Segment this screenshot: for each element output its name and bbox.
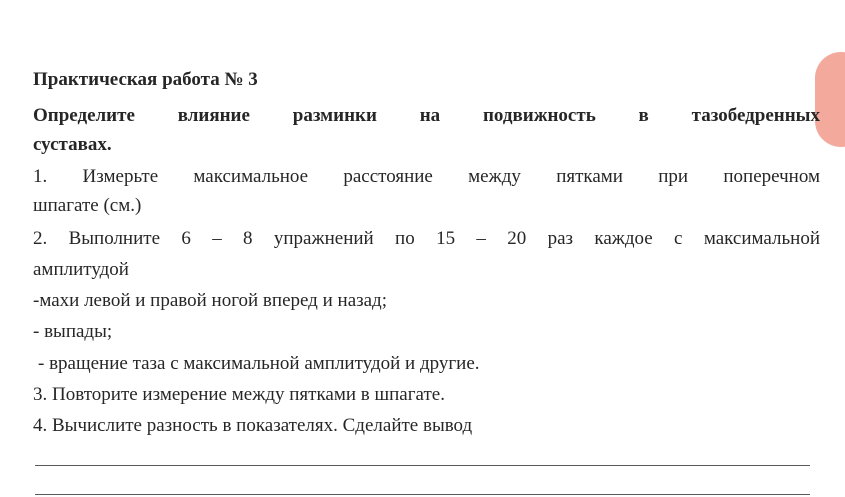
pink-decoration-shape [815, 52, 845, 147]
answer-line-2 [35, 494, 810, 495]
exercise-bullet-1: -махи левой и правой ногой вперед и назад; [33, 290, 388, 311]
answer-line-1 [35, 465, 810, 466]
step-4: 4. Вычислите разность в показателях. Сделайте вывод [33, 415, 473, 436]
step-1-line-1: 1. Измерьте максимальное расстояние между пятками при поперечном [33, 166, 820, 187]
step-2-line-1: 2. Выполните 6 – 8 упражнений по 15 – 20 раз каждое с максимальной [33, 228, 820, 249]
task-heading-line-2: суставах. [33, 134, 112, 155]
document-title: Практическая работа № 3 [33, 69, 258, 90]
step-1-line-2: шпагате (см.) [33, 195, 142, 216]
step-2-line-2: амплитудой [33, 259, 129, 280]
task-heading-line-1: Определите влияние разминки на подвижность в тазобедренных [33, 105, 820, 126]
exercise-bullet-3: - вращение таза с максимальной амплитудой и другие. [38, 353, 480, 374]
step-3: 3. Повторите измерение между пятками в шпагате. [33, 384, 445, 405]
exercise-bullet-2: - выпады; [33, 321, 113, 342]
